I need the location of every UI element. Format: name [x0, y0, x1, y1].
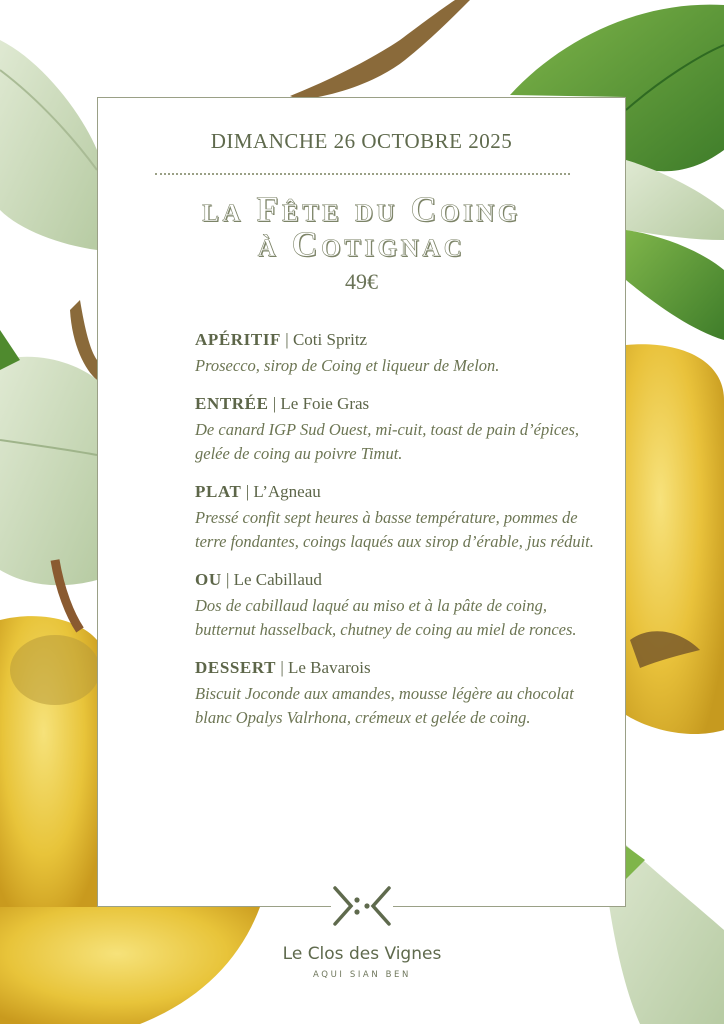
course-kind: OU — [195, 569, 222, 589]
course-name: L’Agneau — [253, 481, 321, 501]
course-heading — [195, 569, 595, 591]
course-kind: APÉRITIF — [195, 330, 282, 349]
course-alternative — [195, 569, 595, 643]
dotted-divider — [155, 173, 570, 175]
course-separator: | — [276, 657, 288, 677]
quince-fruit-icon — [626, 344, 724, 734]
clos-des-vignes-logo-icon — [331, 884, 393, 930]
course-aperitif — [195, 329, 595, 379]
brand-name: Le Clos des Vignes — [282, 944, 442, 964]
course-separator: | — [221, 569, 234, 589]
course-heading — [195, 329, 595, 351]
course-list — [195, 329, 595, 745]
course-name: Le Foie Gras — [280, 393, 370, 413]
course-name: Le Cabillaud — [233, 569, 322, 589]
course-separator: | — [268, 393, 281, 413]
course-entree — [195, 393, 595, 467]
leaf-icon — [626, 230, 724, 340]
course-plat — [195, 481, 595, 555]
course-heading — [195, 657, 595, 679]
course-kind: PLAT — [195, 481, 242, 501]
course-description: Pressé confit sept heures à basse température, pommes de terre fondantes, coings laqués aux sirop d’érable, jus réduit. — [195, 507, 594, 551]
course-heading — [195, 393, 595, 415]
course-description: Biscuit Joconde aux amandes, mousse légère au chocolat blanc Opalys Valrhona, crémeux et gelée de coing. — [195, 683, 574, 727]
course-description: De canard IGP Sud Ouest, mi-cuit, toast de pain d’épices, gelée de coing au poivre Timut. — [195, 419, 580, 463]
course-heading — [195, 481, 595, 503]
course-kind: DESSERT — [195, 657, 277, 677]
course-name: Coti Spritz — [292, 330, 368, 349]
event-date: DIMANCHE 26 OCTOBRE 2025 — [210, 129, 513, 153]
course-name: Le Bavarois — [288, 657, 371, 677]
course-description: Prosecco, sirop de Coing et liqueur de Melon. — [195, 356, 500, 375]
event-title-line2: à Cotignac — [257, 224, 466, 264]
menu-price: 49€ — [345, 269, 378, 294]
leaf-icon — [626, 160, 724, 240]
brand-tagline: AQUI SIAN BEN — [313, 970, 411, 980]
leaf-icon — [0, 357, 97, 585]
course-kind: ENTRÉE — [195, 393, 269, 413]
course-description: Dos de cabillaud laqué au miso et à la pâte de coing, butternut hasselback, chutney de coing au miel de ronces. — [195, 595, 577, 639]
leaf-icon — [0, 40, 97, 250]
course-separator: | — [241, 481, 254, 501]
course-dessert — [195, 657, 595, 731]
event-title-line1: la Fête du Coing — [202, 189, 521, 229]
course-separator: | — [281, 330, 293, 349]
branch-icon — [290, 0, 470, 100]
